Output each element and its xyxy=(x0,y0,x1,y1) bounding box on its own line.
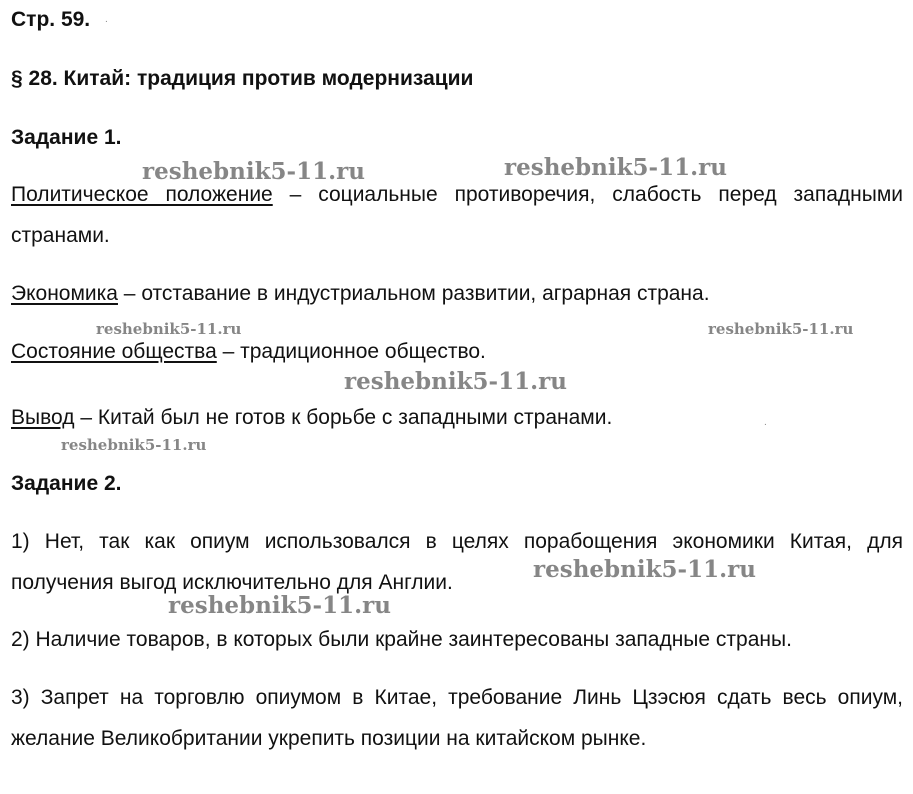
task2-heading: Задание 2. xyxy=(11,472,122,495)
watermark: reshebnik5-11.ru xyxy=(96,320,242,338)
watermark: reshebnik5-11.ru xyxy=(61,436,207,454)
stray-dot: . xyxy=(105,14,108,25)
task1-item-political xyxy=(11,174,903,256)
text-economy: – отставание в индустриальном развитии, аграрная страна. xyxy=(117,282,710,305)
task1-heading: Задание 1. xyxy=(11,126,122,149)
watermark: reshebnik5-11.ru xyxy=(344,368,567,395)
watermark: reshebnik5-11.ru xyxy=(168,592,391,619)
watermark: reshebnik5-11.ru xyxy=(504,154,727,181)
text-conclusion: – Китай был не готов к борьбе с западными странами. xyxy=(74,406,613,429)
term-political: Политическое положение xyxy=(11,183,273,206)
task2-answer-1: 1) Нет, так как опиум использовался в целях порабощения экономики Китая, для получения выгод исключительно для Англии. xyxy=(11,530,903,594)
term-conclusion: Вывод xyxy=(11,406,75,429)
task2-answer-3: 3) Запрет на торговлю опиумом в Китае, требование Линь Цзэсюя сдать весь опиум, желание Великобритании укрепить позиции на китайском рынке. xyxy=(11,686,903,750)
section-title: § 28. Китай: традиция против модернизации xyxy=(11,67,474,90)
watermark: reshebnik5-11.ru xyxy=(708,320,854,338)
watermark: reshebnik5-11.ru xyxy=(142,158,365,185)
text-political: – социальные противоречия, слабость перед западными странами. xyxy=(11,183,903,247)
term-economy: Экономика xyxy=(11,282,118,305)
task1-item-economy xyxy=(11,273,903,314)
page-reference: Стр. 59. xyxy=(11,8,91,31)
term-society: Состояние общества xyxy=(11,340,217,363)
stray-dot: . xyxy=(764,417,767,428)
task1-item-conclusion xyxy=(11,397,903,438)
task2-answer-2: 2) Наличие товаров, в которых были крайне заинтересованы западные страны. xyxy=(11,628,792,651)
watermark: reshebnik5-11.ru xyxy=(533,556,756,583)
text-society: – традиционное общество. xyxy=(216,340,486,363)
task1-item-society xyxy=(11,331,903,372)
